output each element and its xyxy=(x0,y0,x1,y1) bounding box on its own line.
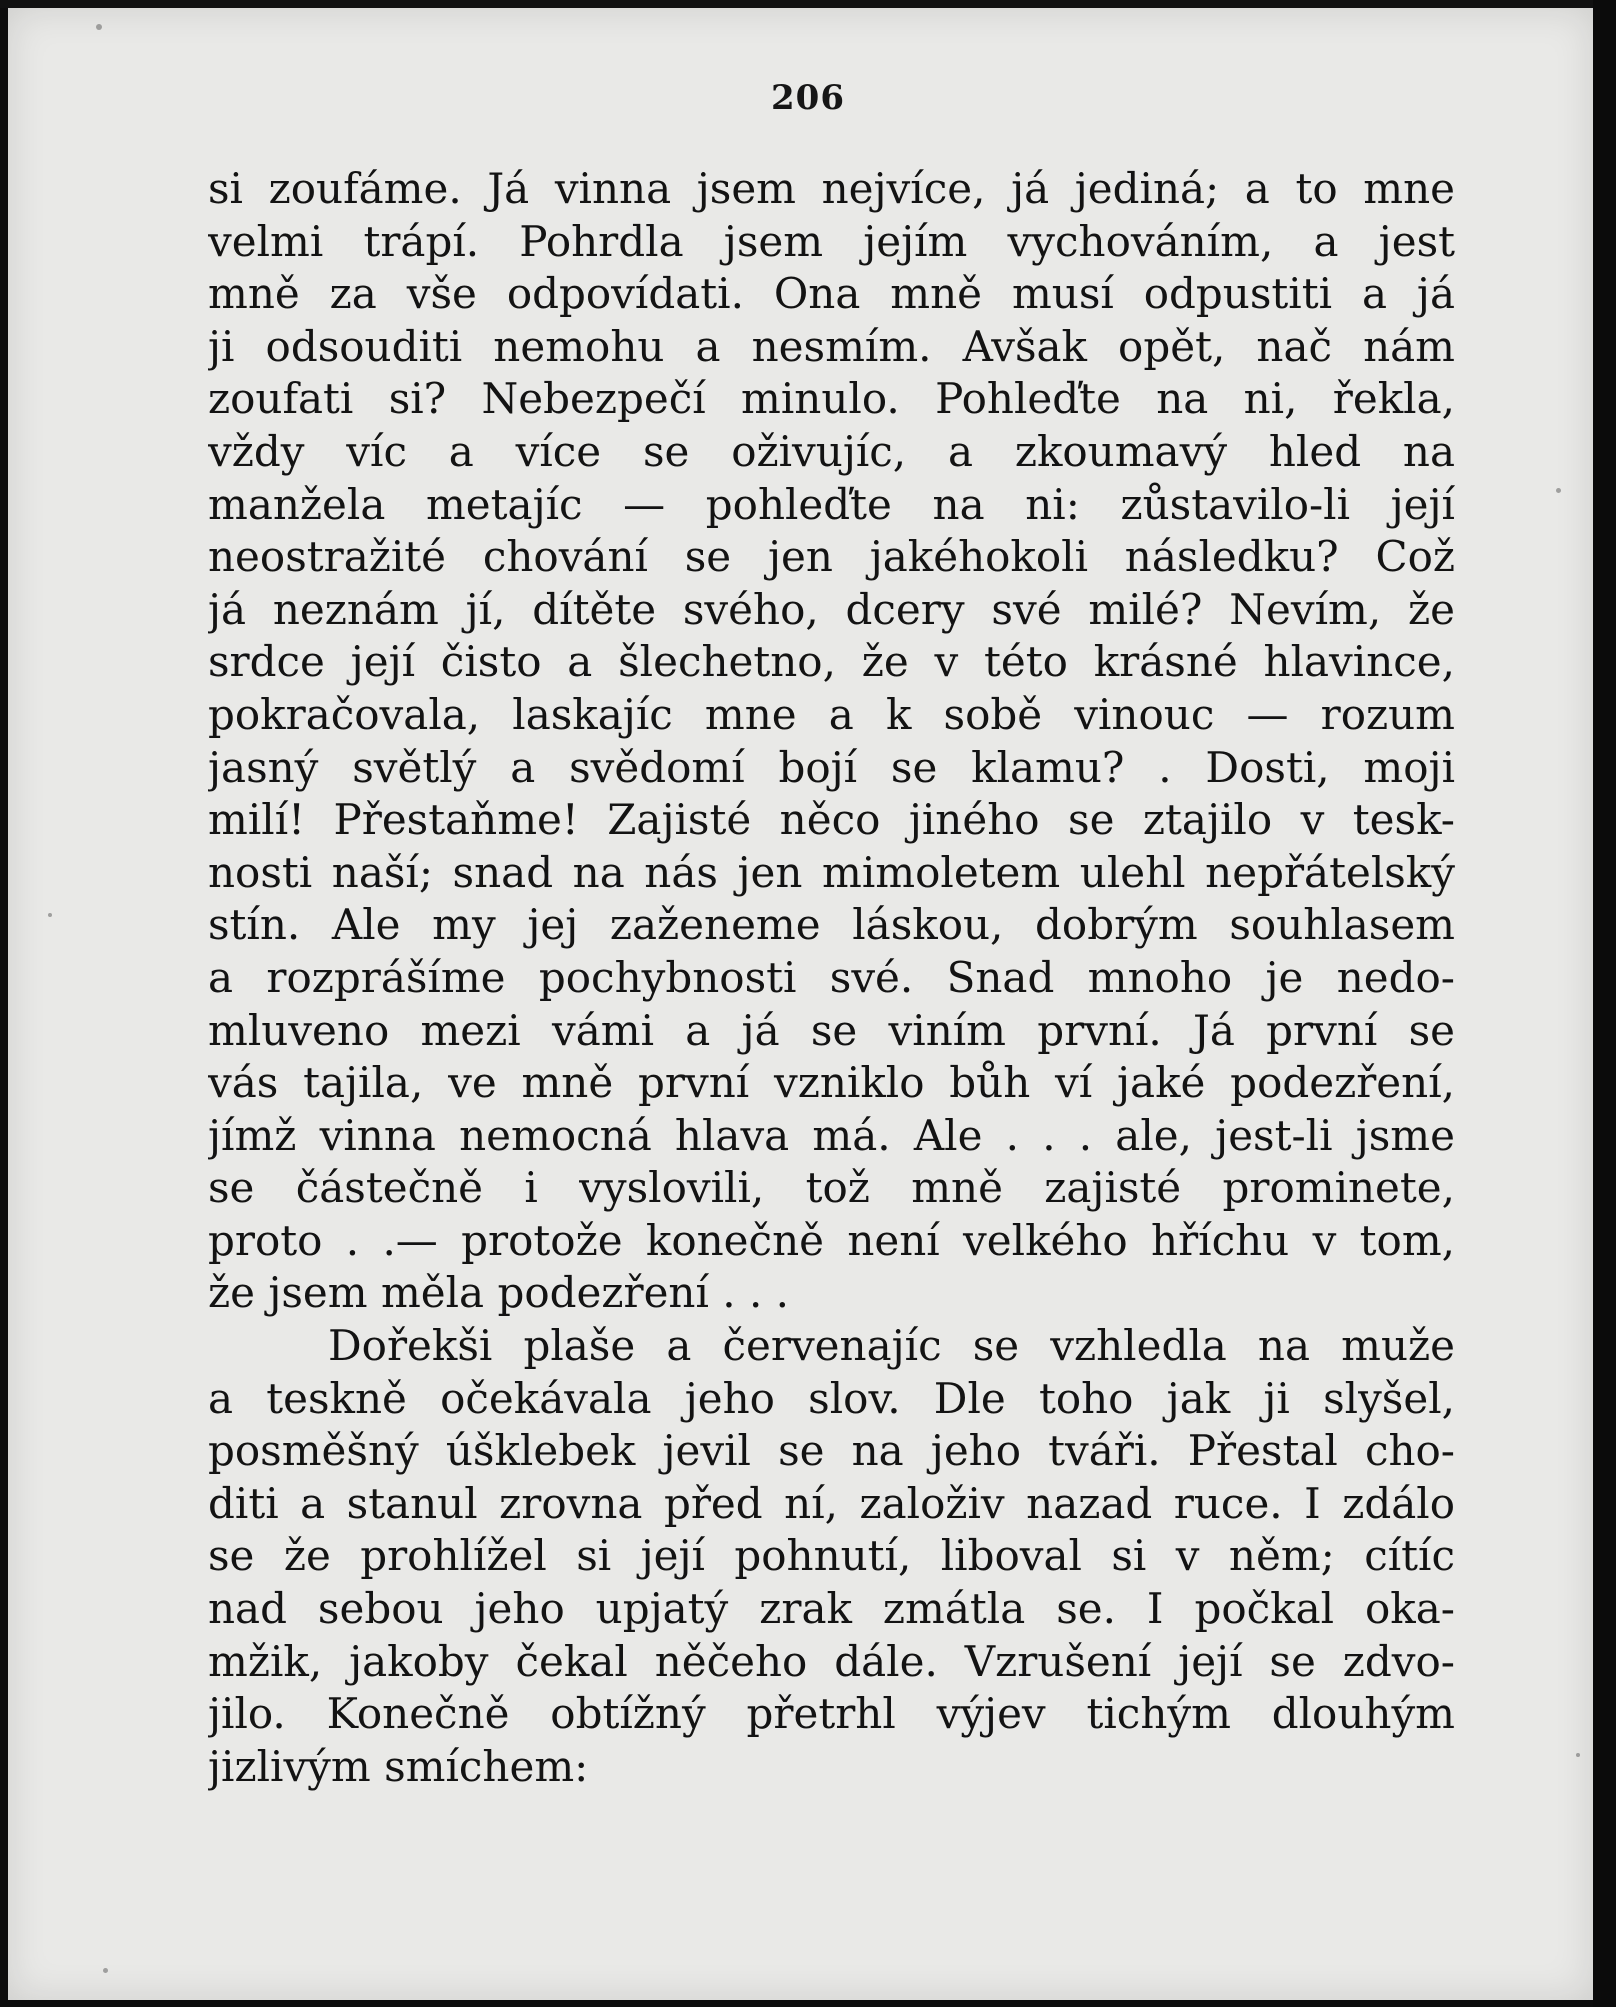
page-number: 206 xyxy=(771,78,845,118)
text-line: nad sebou jeho upjatý zrak zmátla se. I počkal oka- xyxy=(208,1584,1455,1634)
paper-speck xyxy=(1576,1753,1580,1757)
text-line: jasný světlý a svědomí bojí se klamu? . Dosti, moji xyxy=(208,742,1455,792)
paragraph-first-line: Dořekši plaše a červenajíc se vzhledla na muže xyxy=(328,1321,1455,1371)
scan-top-border xyxy=(0,0,1616,8)
text-line: velmi trápí. Pohrdla jsem jejím vychováním, a jest xyxy=(208,216,1455,266)
paper-speck xyxy=(1556,488,1561,493)
text-line: mluveno mezi vámi a já se viním první. Já první se xyxy=(208,1005,1455,1055)
text-line: jímž vinna nemocná hlava má. Ale . . . ale, jest-li jsme xyxy=(208,1110,1455,1160)
text-line: a teskně očekávala jeho slov. Dle toho jak ji slyšel, xyxy=(208,1373,1455,1423)
text-line: nosti naší; snad na nás jen mimoletem ulehl nepřátelský xyxy=(208,847,1455,897)
text-line: se částečně i vyslovili, tož mně zajisté prominete, xyxy=(208,1163,1455,1213)
text-line: mžik, jakoby čekal něčeho dále. Vzrušení její se zdvo- xyxy=(208,1636,1455,1686)
text-line: ji odsouditi nemohu a nesmím. Avšak opět, nač nám xyxy=(208,321,1455,371)
paper-speck xyxy=(48,913,52,917)
text-line: vždy víc a více se oživujíc, a zkoumavý hled na xyxy=(208,426,1455,476)
paper-speck xyxy=(103,1968,108,1973)
text-line: proto . .— protože konečně není velkého hříchu v tom, xyxy=(208,1215,1455,1265)
text-line: srdce její čisto a šlechetno, že v této krásné hlavince, xyxy=(208,637,1455,687)
text-line: milí! Přestaňme! Zajisté něco jiného se ztajilo v tesk- xyxy=(208,795,1455,845)
text-line: já neznám jí, dítěte svého, dcery své milé? Nevím, že xyxy=(208,584,1455,634)
text-line: stín. Ale my jej zaženeme láskou, dobrým souhlasem xyxy=(208,900,1455,950)
text-line: a rozprášíme pochybnosti své. Snad mnoho je nedo- xyxy=(208,952,1455,1002)
text-line: manžela metajíc — pohleďte na ni: zůstavilo-li její xyxy=(208,479,1455,529)
text-line: diti a stanul zrovna před ní, založiv nazad ruce. I zdálo xyxy=(208,1478,1455,1528)
paragraph-last-line: že jsem měla podezření . . . xyxy=(208,1268,790,1318)
text-line: pokračovala, laskajíc mne a k sobě vinouc — rozum xyxy=(208,689,1455,739)
scan-right-border xyxy=(1593,0,1616,2007)
text-line: si zoufáme. Já vinna jsem nejvíce, já jediná; a to mne xyxy=(208,164,1455,213)
paper-speck xyxy=(96,24,102,30)
body-text xyxy=(208,163,1455,1793)
text-line: jilo. Konečně obtížný přetrhl výjev tichým dlouhým xyxy=(208,1689,1455,1739)
text-line: posměšný úšklebek jevil se na jeho tváři. Přestal cho- xyxy=(208,1426,1455,1476)
text-line: se že prohlížel si její pohnutí, liboval si v něm; cítíc xyxy=(208,1531,1455,1581)
text-line: mně za vše odpovídati. Ona mně musí odpustiti a já xyxy=(208,269,1455,319)
text-line: vás tajila, ve mně první vzniklo bůh ví jaké podezření, xyxy=(208,1058,1455,1108)
text-line: neostražité chování se jen jakéhokoli následku? Což xyxy=(208,532,1455,582)
text-line: zoufati si? Nebezpečí minulo. Pohleďte na ni, řekla, xyxy=(208,374,1455,424)
paragraph-last-line: jizlivým smíchem: xyxy=(208,1741,589,1791)
